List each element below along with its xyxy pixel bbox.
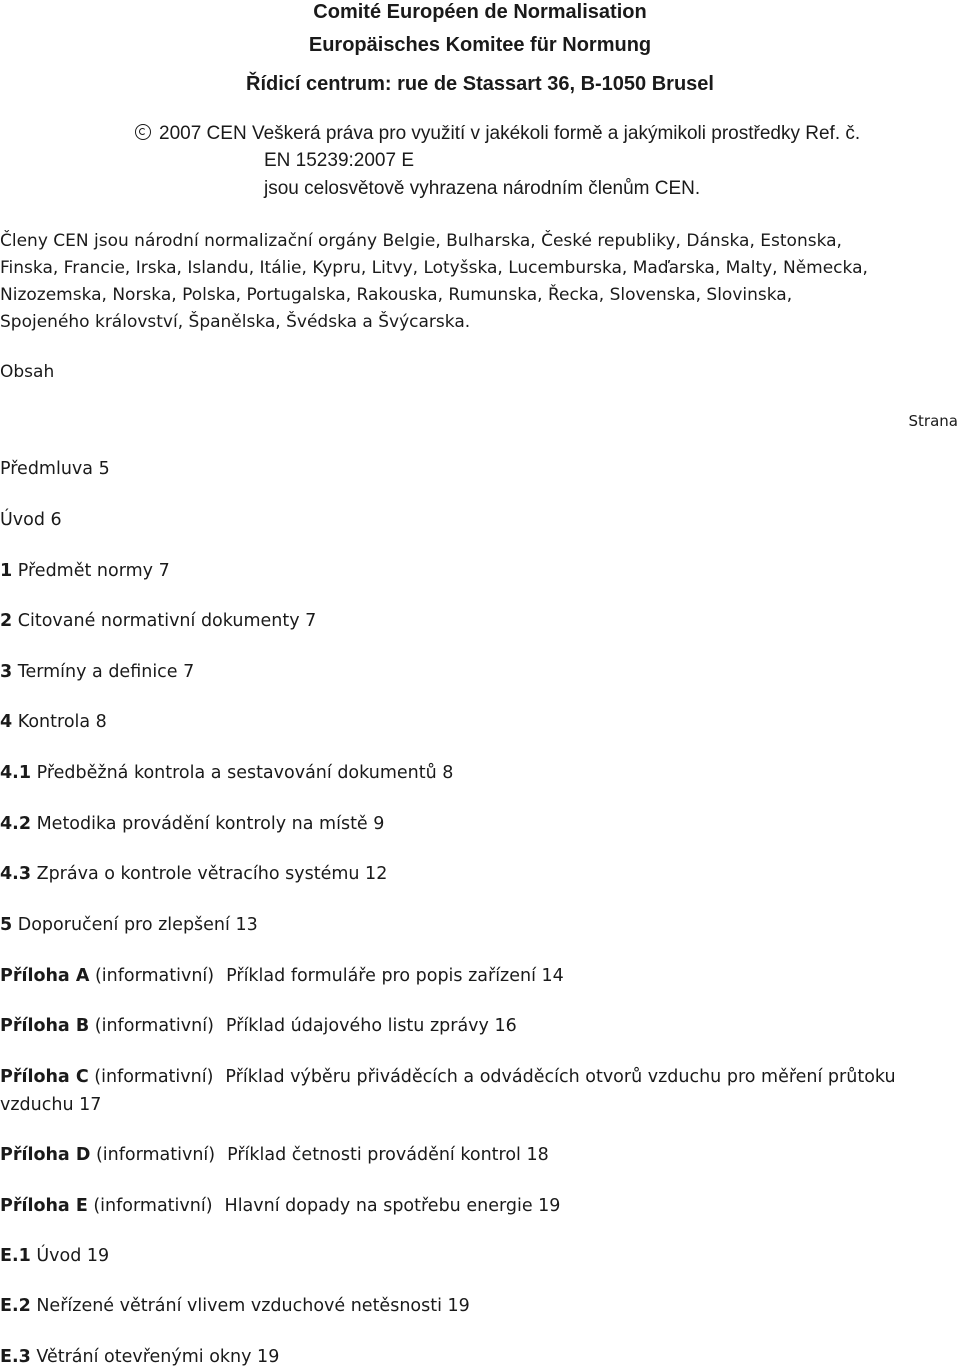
toc-annex[interactable] <box>0 962 960 990</box>
toc-item[interactable] <box>0 911 960 939</box>
annex-note: (informativní) <box>89 966 215 986</box>
toc-item-text: Metodika provádění kontroly na místě 9 <box>31 814 385 834</box>
toc-annex[interactable] <box>0 1192 960 1220</box>
header-line-3: Řídicí centrum: rue de Stassart 36, B-1050 Brusel <box>246 73 714 95</box>
toc-item[interactable] <box>0 1242 960 1270</box>
toc-item[interactable] <box>0 759 960 787</box>
annex-label: Příloha C <box>0 1067 89 1087</box>
header-line-1: Comité Européen de Normalisation <box>313 1 647 23</box>
toc-item-text: Příklad údajového listu zprávy 16 <box>225 1016 517 1036</box>
toc-item-text: Doporučení pro zlepšení 13 <box>12 915 258 935</box>
annex-note: (informativní) <box>87 1196 213 1216</box>
toc-annex[interactable] <box>0 1063 960 1091</box>
toc-item-text: Citované normativní dokumenty 7 <box>12 611 317 631</box>
toc-item[interactable] <box>0 557 960 585</box>
annex-note: (informativní) <box>88 1067 214 1087</box>
toc-item-text: Zpráva o kontrole větracího systému 12 <box>31 864 388 884</box>
toc-annex-continuation[interactable] <box>0 1091 960 1119</box>
toc-item[interactable] <box>0 658 960 686</box>
annex-note: (informativní) <box>89 1016 214 1036</box>
toc-item-number: E.2 <box>0 1296 31 1316</box>
toc-item[interactable] <box>0 860 960 888</box>
copyright-text: 2007 CEN Veškerá práva pro využití v jakékoli formě a jakýmikoli prostředky Ref. č. <box>159 123 861 144</box>
toc-item-text: Úvod 6 <box>0 510 62 530</box>
copyright-line-2: EN 15239:2007 E <box>264 150 415 171</box>
toc-item-text: Předmluva 5 <box>0 459 110 479</box>
toc-item-number: 4 <box>0 712 13 732</box>
toc-item-text: Předmět normy 7 <box>12 561 170 581</box>
annex-label: Příloha D <box>0 1145 91 1165</box>
toc-item-text: Příklad výběru přiváděcích a odváděcích otvorů vzduchu pro měření průtoku <box>225 1067 896 1087</box>
header-line-2: Europäisches Komitee für Normung <box>308 34 652 56</box>
toc-item-text: Úvod 19 <box>30 1246 110 1266</box>
copyright-line-1 <box>135 122 860 146</box>
annex-label: Příloha B <box>0 1016 90 1036</box>
toc-item-text: Kontrola 8 <box>12 712 107 732</box>
toc-item[interactable] <box>0 708 960 736</box>
toc-item-number: 4.1 <box>0 763 32 783</box>
toc-annex[interactable] <box>0 1141 960 1169</box>
toc-item-number: 5 <box>0 915 13 935</box>
toc-item-number: E.1 <box>0 1246 31 1266</box>
toc-item[interactable] <box>0 1292 960 1320</box>
toc-item[interactable] <box>0 506 960 534</box>
toc-item-number: 4.3 <box>0 864 32 884</box>
toc-item-number: E.3 <box>0 1347 31 1367</box>
toc-item[interactable] <box>0 455 960 483</box>
members-paragraph <box>0 228 960 336</box>
toc-item[interactable] <box>0 810 960 838</box>
toc-item-text: Hlavní dopady na spotřebu energie 19 <box>224 1196 561 1216</box>
toc-item-number: 2 <box>0 611 13 631</box>
toc-item-text: Neřízené větrání vlivem vzduchové netěsnosti 19 <box>30 1296 470 1316</box>
copyright-icon <box>135 124 151 140</box>
annex-label: Příloha A <box>0 966 90 986</box>
toc-item-number: 3 <box>0 662 13 682</box>
toc-item-number: 1 <box>0 561 13 581</box>
copyright-line-3: jsou celosvětově vyhrazena národním členům CEN. <box>264 178 701 199</box>
toc-item-number: 4.2 <box>0 814 32 834</box>
annex-note: (informativní) <box>90 1145 216 1165</box>
contents-title: Obsah <box>0 362 55 382</box>
toc-item[interactable] <box>0 607 960 635</box>
toc-item-text: Větrání otevřenými okny 19 <box>30 1347 280 1367</box>
members-line-1: Členy CEN jsou národní normalizační orgány Belgie, Bulharska, České republiky, Dánska, Estonska, <box>0 231 842 251</box>
members-line-4: Spojeného království, Španělska, Švédska a Švýcarska. <box>0 312 471 332</box>
toc-item[interactable] <box>0 1343 960 1371</box>
annex-label: Příloha E <box>0 1196 88 1216</box>
members-line-2: Finska, Francie, Irska, Islandu, Itálie, Kypru, Litvy, Lotyšska, Lucemburska, Maďarska, Malty, Německa, <box>0 258 868 278</box>
toc-item-text: Příklad četnosti provádění kontrol 18 <box>227 1145 549 1165</box>
toc-item-text: Předběžná kontrola a sestavování dokumentů 8 <box>31 763 454 783</box>
members-line-3: Nizozemska, Norska, Polska, Portugalska, Rakouska, Rumunska, Řecka, Slovenska, Slovinska, <box>0 285 793 305</box>
toc-item-text: Termíny a definice 7 <box>12 662 195 682</box>
toc-item-text: Příklad formuláře pro popis zařízení 14 <box>226 966 564 986</box>
toc-item-text: vzduchu 17 <box>0 1095 102 1115</box>
page-column-label: Strana <box>908 412 958 430</box>
toc-annex[interactable] <box>0 1012 960 1040</box>
